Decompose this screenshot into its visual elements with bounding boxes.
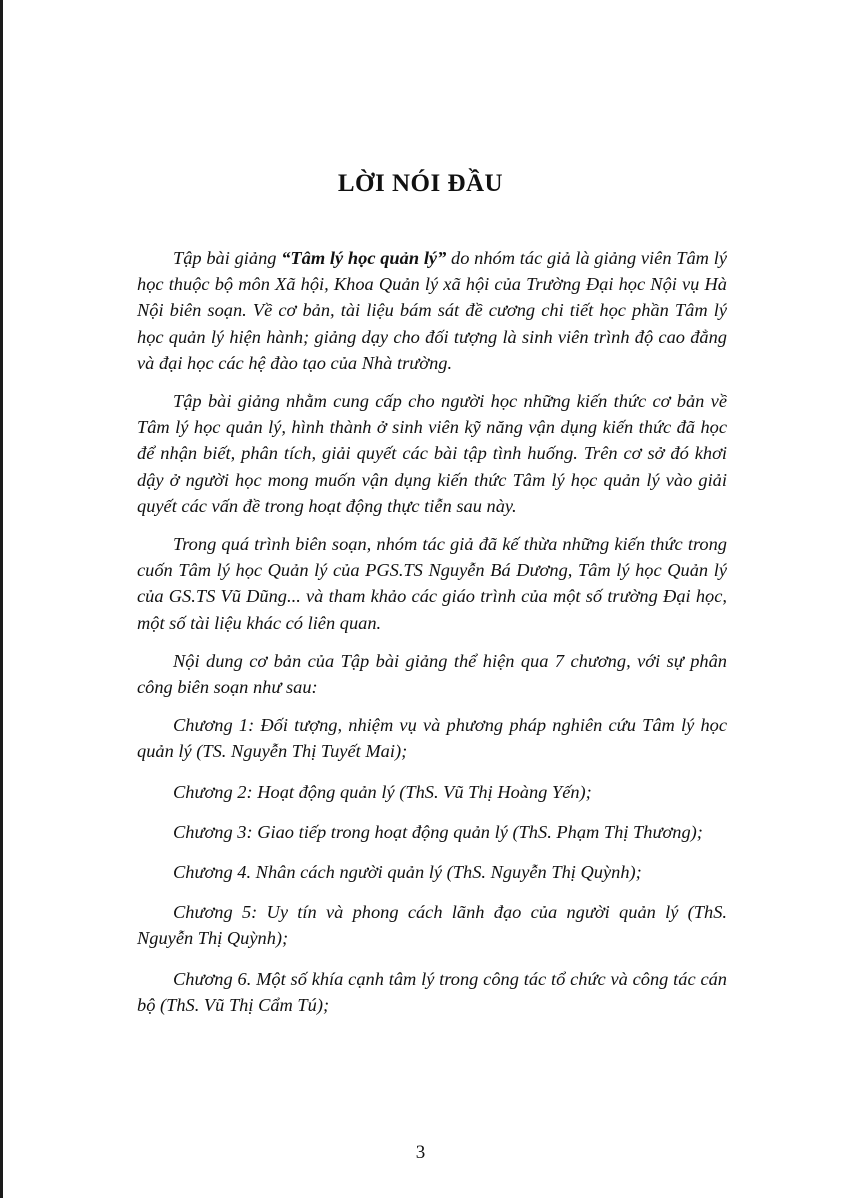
chapter-item: Chương 5: Uy tín và phong cách lãnh đạo của người quản lý (ThS. Nguyễn Thị Quỳnh); <box>137 902 727 949</box>
intro-text: do nhóm tác giả là giảng viên Tâm lý học thuộc bộ môn Xã hội, Khoa Quản lý xã hội của Trường Đại học Nội vụ Hà Nội biên soạn. Về cơ bản, tài liệu bám sát đề cương chi tiết học phần Tâm lý học quản lý hiện hành; giảng dạy cho đối tượng là sinh viên trình độ cao đẳng và đại học các hệ đào tạo của Nhà trường. <box>137 248 727 373</box>
book-title: “Tâm lý học quản lý” <box>281 248 447 268</box>
paragraph-intro <box>137 245 727 376</box>
page-number: 3 <box>415 1142 426 1163</box>
paragraph-sources: Trong quá trình biên soạn, nhóm tác giả đã kế thừa những kiến thức trong cuốn Tâm lý học Quản lý của PGS.TS Nguyễn Bá Dương, Tâm lý học Quản lý của GS.TS Vũ Dũng... và tham khảo các giáo trình của một số trường Đại học, một số tài liệu khác có liên quan. <box>137 534 727 633</box>
chapter-item: Chương 4. Nhân cách người quản lý (ThS. Nguyễn Thị Quỳnh); <box>173 862 642 883</box>
paragraph-purpose: Tập bài giảng nhằm cung cấp cho người học những kiến thức cơ bản về Tâm lý học quản lý, hình thành ở sinh viên kỹ năng vận dụng kiến thức đã học để nhận biết, phân tích, giải quyết các bài tập tình huống. Trên cơ sở đó khơi dậy ở người học mong muốn vận dụng kiến thức Tâm lý học quản lý vào giải quyết các vấn đề trong hoạt động thực tiễn sau này. <box>137 391 727 516</box>
chapter-item: Chương 6. Một số khía cạnh tâm lý trong công tác tổ chức và công tác cán bộ (ThS. Vũ Thị Cẩm Tú); <box>137 968 727 1015</box>
intro-prefix: Tập bài giảng <box>173 248 282 268</box>
chapter-item: Chương 3: Giao tiếp trong hoạt động quản lý (ThS. Phạm Thị Thương); <box>173 821 703 842</box>
chapter-item: Chương 2: Hoạt động quản lý (ThS. Vũ Thị Hoàng Yến); <box>173 781 592 802</box>
preface-body <box>137 245 727 1032</box>
chapter-item: Chương 1: Đối tượng, nhiệm vụ và phương pháp nghiên cứu Tâm lý học quản lý (TS. Nguyễn Thị Tuyết Mai); <box>137 715 727 762</box>
paragraph-contents: Nội dung cơ bản của Tập bài giảng thể hiện qua 7 chương, với sự phân công biên soạn như sau: <box>137 650 727 698</box>
page-title: LỜI NÓI ĐẦU <box>337 170 504 197</box>
